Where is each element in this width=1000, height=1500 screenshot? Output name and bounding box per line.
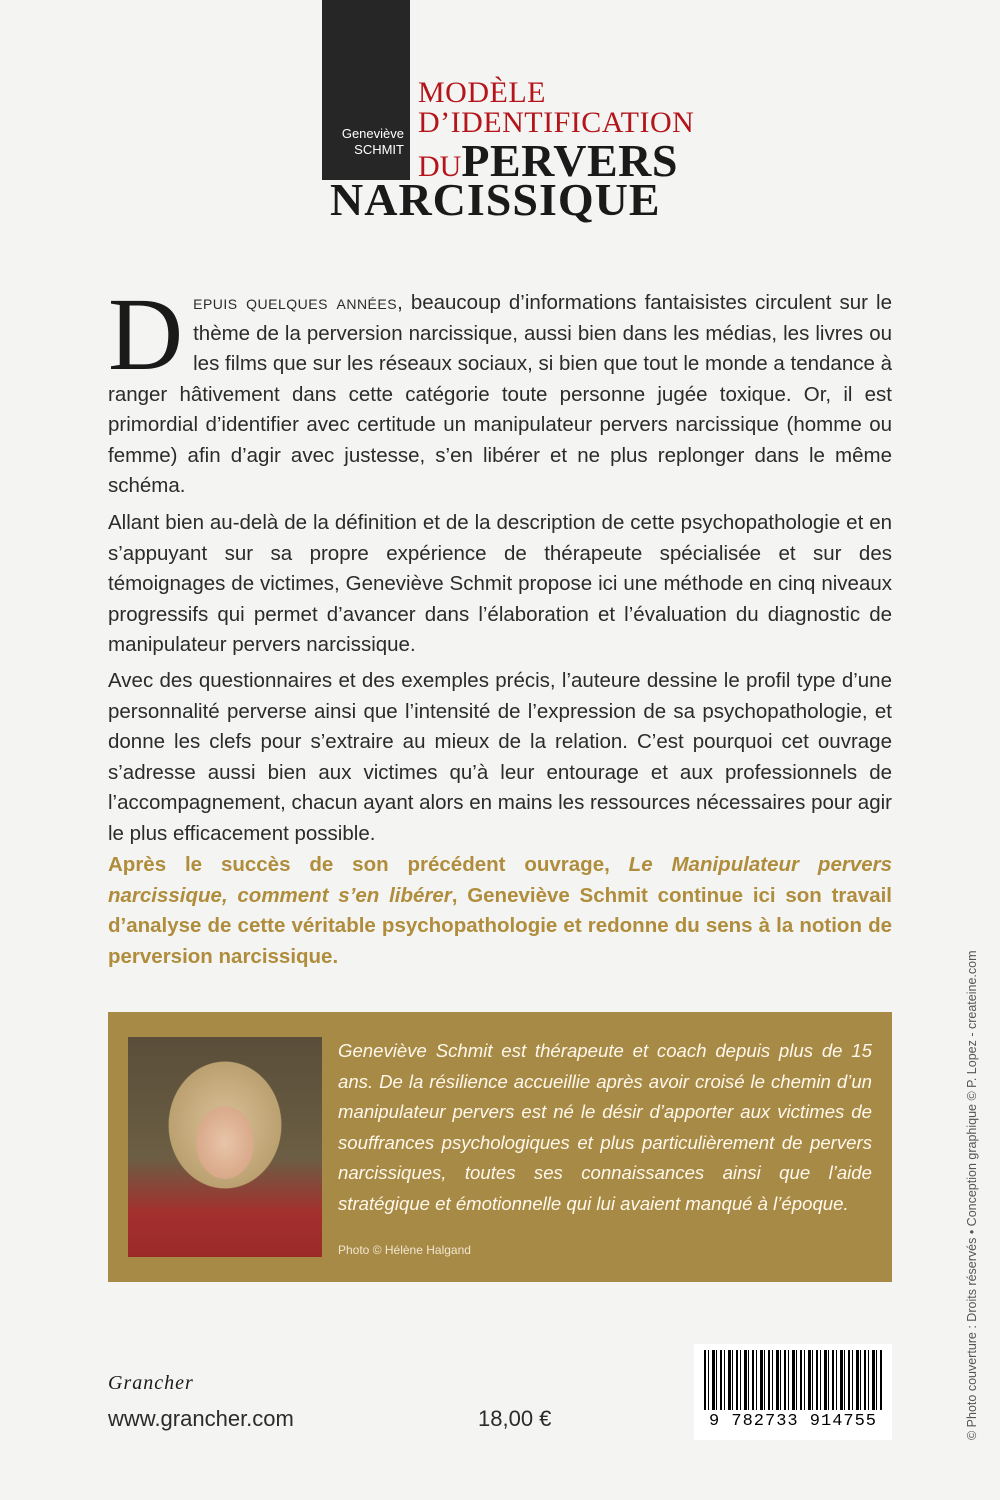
paragraph-profile: Avec des questionnaires et des exemples précis, l’auteure dessine le profil type d’une personnalité perverse ainsi que l’intensité de l’expression de sa psychopathologie, et donne les clefs pour s’extraire au mieux de la relation. C’est pourquoi cet ouvrage s’adresse aussi bien aux victimes qu’à leur entourage et aux professionnels de l’accompagnement, chacun ayant alors en mains les ressources nécessaires pour agir le plus efficacement possible. (108, 669, 892, 845)
title-line-2: D’IDENTIFICATION (418, 106, 695, 139)
paragraph-method: Allant bien au-delà de la définition et de la description de cette psychopathologie et en s’appuyant sur sa propre expérience de thérapeute spécialisée et sur des témoignages de victimes, Geneviève Schmit propose ici une méthode en cinq niveaux progressifs qui permet d’avancer dans l’élaboration et l’évaluation du diagnostic de manipulateur pervers narcissique. (108, 511, 892, 656)
side-credits: © Photo couverture : Droits réservés • Conception graphique © P. Lopez - createine.com (965, 950, 979, 1440)
previous-book-title: Le Manipulateur pervers narcissique, comment s’en libérer (108, 853, 892, 907)
author-last-name: SCHMIT (354, 142, 404, 157)
drop-cap: D (108, 277, 184, 392)
title-narcissique: NARCISSIQUE (330, 174, 661, 225)
isbn-barcode (694, 1344, 892, 1440)
isbn-number: 9 782733 914755 (708, 1412, 878, 1431)
photo-credit: Photo © Hélène Halgand (338, 1243, 471, 1257)
book-price: 18,00 € (478, 1406, 552, 1431)
title-line-1: MODÈLE (418, 76, 546, 109)
author-name (342, 126, 404, 158)
author-band (322, 0, 410, 180)
highlight-text-before: Après le succès de son précédent ouvrage, (108, 853, 629, 876)
paragraph-highlight (108, 850, 892, 972)
title-du: DU (418, 150, 462, 183)
intro-smallcaps: epuis quelques années (193, 291, 398, 314)
publisher-logo: Grancher (108, 1372, 194, 1394)
title-pervers: PERVERS (461, 135, 678, 186)
publisher-website: www.grancher.com (108, 1406, 294, 1431)
barcode-bars (704, 1350, 882, 1410)
paragraph-intro (108, 277, 892, 502)
author-first-name: Geneviève (341, 126, 404, 141)
highlight-text-after: , Geneviève Schmit continue ici son travail d’analyse de cette véritable psychopathologie et redonne du sens à la notion de perversion narcissique. (108, 883, 892, 968)
author-photo (128, 1037, 322, 1257)
intro-text: , beaucoup d’informations fantaisistes circulent sur le thème de la perversion narcissique, aussi bien dans les médias, les livres ou les films que sur les réseaux sociaux, si bien que tout le monde a tendance à ranger hâtivement dans cette catégorie toute personne jugée toxique. Or, il est primordial d’identifier avec certitude un manipulateur pervers narcissique (homme ou femme) afin d’agir avec justesse, s’en libérer et ne plus replonger dans le même schéma. (108, 291, 892, 497)
author-bio-text: Geneviève Schmit est thérapeute et coach depuis plus de 15 ans. De la résilience accueillie après avoir croisé le chemin d’un manipulateur pervers est né le désir d’apporter aux victimes de souffrances psychologiques et plus particulièrement de pervers narcissiques, toutes ses connaissances ainsi que l’aide stratégique et émotionnelle qui lui avaient manqué à l’époque. (338, 1040, 872, 1214)
author-bio-box (108, 1012, 892, 1282)
